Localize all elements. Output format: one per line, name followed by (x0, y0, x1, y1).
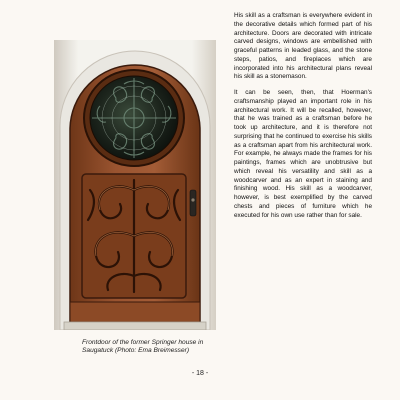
door-handle-icon (190, 190, 196, 216)
door-threshold (64, 322, 206, 330)
body-paragraph: It can be seen, then, that Hoerman's craftsmanship played an important role in his architectural work. It will be recalled, however, that he was trained as a craftsman before he took up architecture, and it is therefore not surprising that he continued to exercise his skills as a craftsman apart from his architectural work. For example, he always made the frames for his paintings, frames which are unobtrusive but which reveal his versatility and skill as a woodcarver and as an expert in staining and finishing wood. His skill as a woodcarver, however, is best exemplified by the carved chests and pieces of furniture which he executed for his own use rather than for sale. (234, 89, 372, 219)
door-photo (54, 40, 216, 330)
body-paragraph: His skill as a craftsman is everywhere evident in the decorative details which formed part of his architecture. Doors are decorated with intricate carved designs, windows are embellished with graceful patterns in leaded glass, and the stone steps, patios, and fireplaces which are incorporated into his architectural plans reveal his skill as a stonemason. (234, 12, 372, 81)
page-number: - 18 - (191, 370, 209, 377)
leaded-glass-window (84, 70, 184, 166)
door-bottom-rail (70, 302, 200, 322)
door-illustration (54, 40, 216, 330)
carved-panel (82, 174, 186, 298)
photo-caption: Frontdoor of the former Springer house in Saugatuck (Photo: Ema Breimesser) (82, 339, 204, 355)
body-text (234, 12, 372, 227)
